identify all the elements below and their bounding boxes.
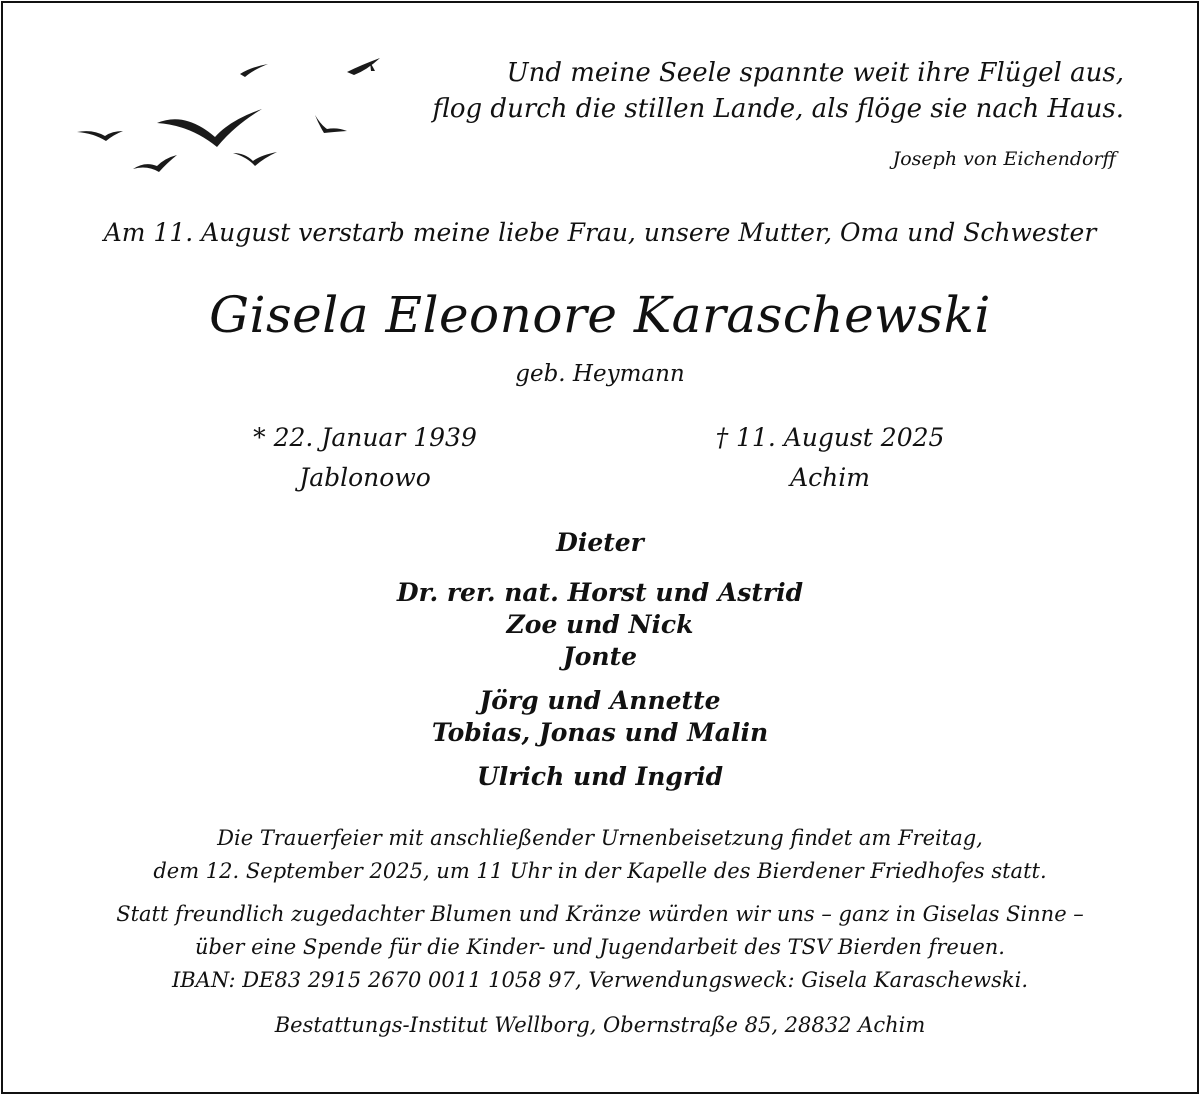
poem-line: Und meine Seele spannte weit ihre Flügel aus,: [506, 58, 1124, 88]
family-member: Dieter: [556, 528, 644, 557]
donation-iban: IBAN: DE83 2915 2670 0011 1058 97, Verwendungsweck: Gisela Karaschewski.: [171, 968, 1029, 992]
family-group: [0, 685, 1200, 749]
poem-quote: [364, 55, 1124, 127]
family-member: Tobias, Jonas und Malin: [431, 718, 769, 747]
birds-flying-icon: [65, 45, 395, 185]
birth-info: [185, 418, 545, 498]
maiden-name: geb. Heymann: [515, 361, 685, 387]
family-member: Zoe und Nick: [506, 610, 694, 639]
birth-date: * 22. Januar 1939: [253, 423, 477, 452]
undertaker-info: Bestattungs-Institut Wellborg, Obernstraße 85, 28832 Achim: [274, 1013, 926, 1037]
intro-text: Am 11. August verstarb meine liebe Frau, unsere Mutter, Oma und Schwester: [103, 218, 1097, 247]
donation-line: Statt freundlich zugedachter Blumen und Kränze würden wir uns – ganz in Giselas Sinne –: [116, 902, 1084, 926]
birth-place: Jablonowo: [299, 463, 431, 492]
family-member: Ulrich und Ingrid: [476, 762, 724, 791]
family-list: [0, 527, 1200, 805]
family-member: Jörg und Annette: [479, 686, 721, 715]
family-group: [0, 577, 1200, 673]
death-info: [650, 418, 1010, 498]
family-group: [0, 527, 1200, 559]
funeral-line: dem 12. September 2025, um 11 Uhr in der Kapelle des Bierdener Friedhofes statt.: [153, 859, 1047, 883]
family-member: Dr. rer. nat. Horst und Astrid: [396, 578, 804, 607]
donation-line: über eine Spende für die Kinder- und Jugendarbeit des TSV Bierden freuen.: [195, 935, 1005, 959]
funeral-info: [0, 822, 1200, 888]
poem-line: flog durch die stillen Lande, als flöge sie nach Haus.: [432, 94, 1124, 124]
family-group: [0, 761, 1200, 793]
family-member: Jonte: [562, 642, 638, 671]
death-place: Achim: [790, 463, 870, 492]
deceased-name: Gisela Eleonore Karaschewski: [209, 286, 991, 344]
poem-author: Joseph von Eichendorff: [892, 148, 1116, 170]
funeral-line: Die Trauerfeier mit anschließender Urnenbeisetzung findet am Freitag,: [217, 826, 983, 850]
death-date: † 11. August 2025: [715, 423, 945, 452]
donation-info: [0, 898, 1200, 997]
